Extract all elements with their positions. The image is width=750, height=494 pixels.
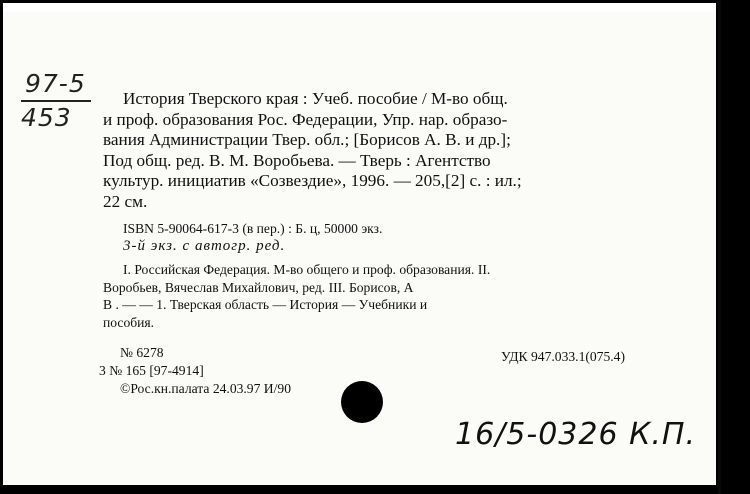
shelfmark-bottom: 453	[21, 103, 72, 132]
handwritten-number: 16/5-0326 К.П.	[455, 417, 697, 452]
isbn-line: ISBN 5-90064-617-3 (в пер.) : Б. ц, 50000 экз.	[123, 221, 383, 236]
subject-line: В . — — 1. Тверская область — История — Учебники и	[103, 297, 428, 312]
card-number: № 6278	[120, 345, 164, 360]
registration-number: 3 № 165 [97-4914]	[99, 363, 204, 378]
subject-line: пособия.	[103, 314, 155, 330]
handwritten-note: 3-й экз. с автогр. ред.	[123, 238, 286, 254]
subject-line: I. Российская Федерация. М-во общего и проф. образования. II.	[123, 262, 491, 277]
subject-line: Воробьев, Вячеслав Михайлович, ред. III. Борисов, А	[103, 279, 414, 295]
subject-headings	[103, 261, 663, 331]
udk-code: УДК 947.033.1(075.4)	[501, 349, 626, 364]
description-line: культур. инициатив «Созвездие», 1996. — 205,[2] с. : ил.;	[103, 171, 522, 190]
punch-hole	[341, 381, 383, 423]
catalog-card	[3, 3, 716, 485]
description-line: 22 см.	[103, 191, 148, 211]
chamber-imprint: ©Рос.кн.палата 24.03.97 И/90	[120, 381, 291, 396]
description-line: и проф. образования Рос. Федерации, Упр. нар. образо-	[103, 109, 508, 129]
shelfmark-divider	[21, 100, 91, 102]
description-line: вания Администрации Твер. обл.; [Борисов А. В. и др.];	[103, 130, 511, 149]
card-top-edge	[3, 3, 716, 12]
scan-edge	[718, 0, 721, 494]
description-line: История Тверского края : Учеб. пособие / М-во общ.	[123, 89, 508, 108]
shelfmark-top: 97-5	[25, 69, 86, 98]
description-line: Под общ. ред. В. М. Воробьева. — Тверь : Агентство	[103, 150, 491, 170]
bibliographic-description	[103, 89, 663, 212]
